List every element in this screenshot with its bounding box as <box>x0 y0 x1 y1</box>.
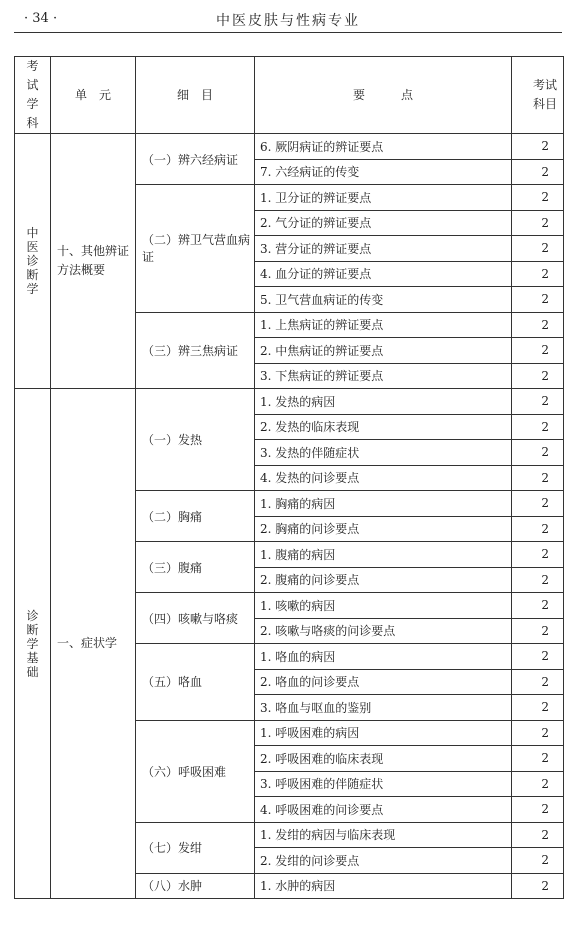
detail-cell: （七）发绀 <box>136 822 255 873</box>
column-header-detail: 细 目 <box>136 57 255 134</box>
point-cell: 3. 咯血与呕血的鉴别 <box>255 695 512 721</box>
column-header-level: 考试科目 <box>512 57 564 134</box>
level-cell: 2 <box>512 593 564 619</box>
level-cell: 2 <box>512 618 564 644</box>
syllabus-table <box>14 56 564 899</box>
page-title: 中医皮肤与性病专业 <box>216 13 360 29</box>
level-cell: 2 <box>512 134 564 160</box>
level-cell: 2 <box>512 542 564 568</box>
detail-cell: （八）水肿 <box>136 873 255 899</box>
point-cell: 1. 上焦病证的辨证要点 <box>255 312 512 338</box>
header-row <box>15 57 564 134</box>
detail-cell: （五）咯血 <box>136 644 255 721</box>
level-cell: 2 <box>512 720 564 746</box>
table-row <box>15 389 564 415</box>
point-cell: 1. 腹痛的病因 <box>255 542 512 568</box>
level-cell: 2 <box>512 771 564 797</box>
column-header-unit: 单 元 <box>51 57 136 134</box>
level-cell: 2 <box>512 236 564 262</box>
unit-cell: 一、症状学 <box>51 389 136 899</box>
level-cell: 2 <box>512 746 564 772</box>
level-cell: 2 <box>512 567 564 593</box>
level-cell: 2 <box>512 873 564 899</box>
point-cell: 1. 咯血的病因 <box>255 644 512 670</box>
point-cell: 1. 胸痛的病因 <box>255 491 512 517</box>
point-cell: 3. 营分证的辨证要点 <box>255 236 512 262</box>
point-cell: 3. 下焦病证的辨证要点 <box>255 363 512 389</box>
point-cell: 2. 气分证的辨证要点 <box>255 210 512 236</box>
point-cell: 2. 呼吸困难的临床表现 <box>255 746 512 772</box>
detail-cell: （六）呼吸困难 <box>136 720 255 822</box>
table-body <box>15 134 564 899</box>
level-cell: 2 <box>512 848 564 874</box>
header-rule <box>14 32 562 33</box>
detail-cell: （一）辨六经病证 <box>136 134 255 185</box>
point-cell: 3. 呼吸困难的伴随症状 <box>255 771 512 797</box>
column-header-point: 要 点 <box>255 57 512 134</box>
point-cell: 2. 腹痛的问诊要点 <box>255 567 512 593</box>
level-cell: 2 <box>512 338 564 364</box>
point-cell: 2. 咯血的问诊要点 <box>255 669 512 695</box>
point-cell: 5. 卫气营血病证的传变 <box>255 287 512 313</box>
level-cell: 2 <box>512 185 564 211</box>
level-cell: 2 <box>512 287 564 313</box>
unit-cell: 十、其他辨证方法概要 <box>51 134 136 389</box>
point-cell: 1. 卫分证的辨证要点 <box>255 185 512 211</box>
point-cell: 3. 发热的伴随症状 <box>255 440 512 466</box>
subject-cell: 中医诊断学 <box>15 134 51 389</box>
point-cell: 1. 发绀的病因与临床表现 <box>255 822 512 848</box>
point-cell: 1. 呼吸困难的病因 <box>255 720 512 746</box>
page-header <box>14 8 562 30</box>
point-cell: 4. 发热的问诊要点 <box>255 465 512 491</box>
point-cell: 4. 呼吸困难的问诊要点 <box>255 797 512 823</box>
level-cell: 2 <box>512 797 564 823</box>
point-cell: 2. 发热的临床表现 <box>255 414 512 440</box>
level-cell: 2 <box>512 516 564 542</box>
level-cell: 2 <box>512 414 564 440</box>
point-cell: 2. 中焦病证的辨证要点 <box>255 338 512 364</box>
point-cell: 7. 六经病证的传变 <box>255 159 512 185</box>
point-cell: 2. 咳嗽与咯痰的问诊要点 <box>255 618 512 644</box>
point-cell: 6. 厥阴病证的辨证要点 <box>255 134 512 160</box>
point-cell: 1. 水肿的病因 <box>255 873 512 899</box>
level-cell: 2 <box>512 261 564 287</box>
table-row <box>15 134 564 160</box>
page-number: · 34 · <box>24 11 58 26</box>
point-cell: 2. 发绀的问诊要点 <box>255 848 512 874</box>
point-cell: 4. 血分证的辨证要点 <box>255 261 512 287</box>
detail-cell: （二）胸痛 <box>136 491 255 542</box>
level-cell: 2 <box>512 669 564 695</box>
level-cell: 2 <box>512 465 564 491</box>
column-header-subject: 考试学科 <box>15 57 51 134</box>
detail-cell: （三）辨三焦病证 <box>136 312 255 389</box>
level-cell: 2 <box>512 491 564 517</box>
level-cell: 2 <box>512 644 564 670</box>
level-cell: 2 <box>512 159 564 185</box>
detail-cell: （一）发热 <box>136 389 255 491</box>
level-cell: 2 <box>512 312 564 338</box>
level-cell: 2 <box>512 695 564 721</box>
subject-cell: 诊断学基础 <box>15 389 51 899</box>
level-cell: 2 <box>512 822 564 848</box>
detail-cell: （二）辨卫气营血病证 <box>136 185 255 313</box>
detail-cell: （四）咳嗽与咯痰 <box>136 593 255 644</box>
table-header <box>15 57 564 134</box>
level-cell: 2 <box>512 389 564 415</box>
point-cell: 2. 胸痛的问诊要点 <box>255 516 512 542</box>
point-cell: 1. 发热的病因 <box>255 389 512 415</box>
level-cell: 2 <box>512 210 564 236</box>
detail-cell: （三）腹痛 <box>136 542 255 593</box>
point-cell: 1. 咳嗽的病因 <box>255 593 512 619</box>
level-cell: 2 <box>512 440 564 466</box>
level-cell: 2 <box>512 363 564 389</box>
